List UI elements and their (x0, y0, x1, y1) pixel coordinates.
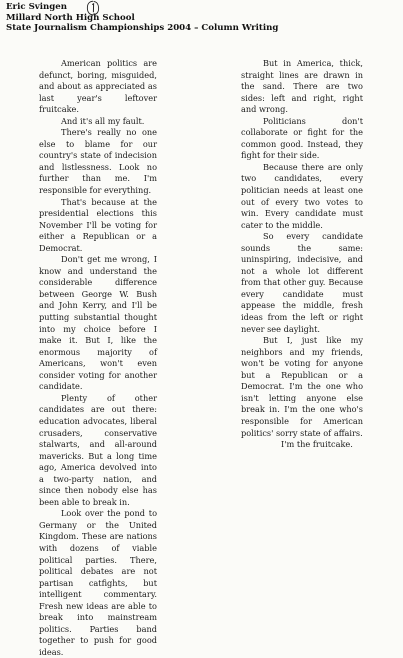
event-title: State Journalism Championships 2004 – Column Writing (6, 23, 279, 33)
paragraph: There's really no one else to blame for our country's state of indecision and listlessness. Look no further than me. I'm responsible for everything. (39, 127, 157, 196)
paragraph: That's because at the presidential elections this November I'll be voting for either a Republican or a Democrat. (39, 196, 157, 253)
closing-line: I'm the fruitcake. (281, 439, 353, 450)
paragraph: But in America, thick, straight lines are drawn in the sand. There are two sides: left and right, right and wrong. (241, 58, 363, 115)
paragraph: Because there are only two candidates, every politician needs at least one out of every two votes to win. Every candidate must cater to the middle. (241, 161, 363, 230)
paragraph: Don't get me wrong, I know and understand the considerable difference between George W. Bush and John Kerry, and I'll be putting substantial thought into my choice before I make it. But I, like the enormous majority of Americans, won't even consider voting for another candidate. (39, 254, 157, 392)
paragraph: American politics are defunct, boring, misguided, and about as appreciated as last year's leftover fruitcake. (39, 58, 157, 115)
paragraph: And it's all my fault. (61, 115, 145, 126)
article-column-right (241, 58, 363, 451)
school-name: Millard North High School (6, 12, 135, 23)
paragraph: Look over the pond to Germany or the United Kingdom. These are nations with dozens of viable political parties. There, political debates are not partisan catfights, but intelligent commentary. Fresh new ideas are able to break into mainstream politics. Parties band together to push for good ideas. (39, 508, 157, 657)
paragraph: So every candidate sounds the same: uninspiring, indecisive, and not a whole lot different from that other guy. Because every candidate must appease the middle, fresh ideas from the left or right never see daylight. (241, 231, 363, 334)
author-name: Eric Svingen (6, 2, 68, 12)
document-header (6, 2, 278, 34)
paragraph: Plenty of other candidates are out there: education advocates, liberal crusaders, conservative stalwarts, and all-around mavericks. But a long time ago, America devolved into a two-party nation, and since then nobody else has been able to break in. (39, 392, 157, 507)
article-column-left (39, 58, 157, 658)
paragraph: Politicians don't collaborate or fight for the common good. Instead, they fight for their side. (241, 115, 363, 161)
paragraph: But I, just like my neighbors and my friends, won't be voting for anyone but a Republican or a Democrat. I'm the one who isn't letting anyone else break in. I'm the one who's responsible for American politics' sorry state of affairs. (241, 335, 363, 438)
handwritten-circled-number (86, 0, 100, 16)
